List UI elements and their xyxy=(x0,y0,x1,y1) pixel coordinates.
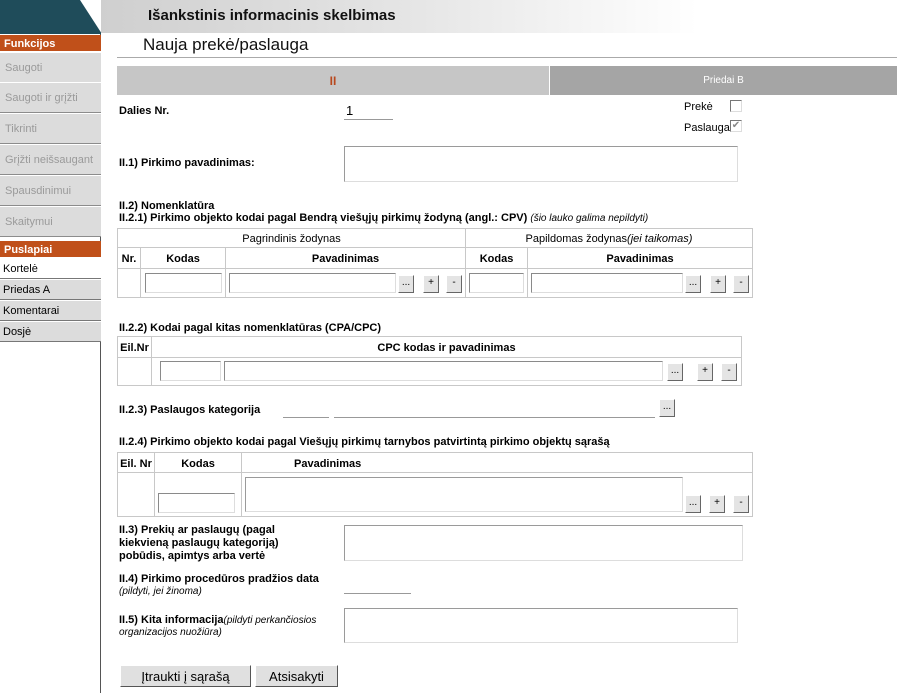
vpt-pavadinimas-input[interactable] xyxy=(245,477,683,512)
dalies-underline xyxy=(344,119,393,120)
function-read[interactable]: Skaitymui xyxy=(0,206,101,237)
cpc-add-button[interactable]: + xyxy=(697,363,713,381)
kita-informacija-input[interactable] xyxy=(344,608,738,643)
page-kortele[interactable]: Kortelė xyxy=(0,258,101,279)
page-priedas-a[interactable]: Priedas A xyxy=(0,279,101,300)
cpv-supp-kodas-input[interactable] xyxy=(469,273,524,293)
supp-dict-note: (jei taikomas) xyxy=(627,233,693,245)
cpv-supp-pavadinimas-input[interactable] xyxy=(531,273,683,293)
kategorija-browse-button[interactable]: ... xyxy=(659,399,675,417)
vpt-col-nr: Eil. Nr xyxy=(117,452,155,473)
pobudis-input[interactable] xyxy=(344,525,743,561)
sidebar xyxy=(0,0,101,693)
cpc-pavadinimas-input[interactable] xyxy=(224,361,663,381)
pradzios-data-note: (pildyti, jei žinoma) xyxy=(119,586,202,597)
pradzios-data-label: II.4) Pirkimo procedūros pradžios data xyxy=(119,573,319,585)
cpv-add-button[interactable]: + xyxy=(423,275,439,293)
cpv-supp-add-button[interactable]: + xyxy=(710,275,726,293)
cpv-kodas-input[interactable] xyxy=(145,273,222,293)
page-title: Nauja prekė/paslauga xyxy=(143,35,309,54)
vpt-remove-button[interactable]: - xyxy=(733,495,749,513)
vpt-browse-button[interactable]: ... xyxy=(685,495,701,513)
paslauga-checkbox[interactable] xyxy=(730,120,742,132)
tab-priedai-b[interactable]: Priedai B xyxy=(550,66,897,95)
function-return-nosave[interactable]: Grįžti neišsaugant xyxy=(0,144,101,175)
cancel-button[interactable]: Atsisakyti xyxy=(255,665,338,687)
cpa-cpc-label: II.2.2) Kodai pagal kitas nomenklatūras (CPA/CPC) xyxy=(119,322,382,334)
dalies-value[interactable]: 1 xyxy=(346,103,354,118)
vpt-add-button[interactable]: + xyxy=(709,495,725,513)
pobudis-label xyxy=(119,524,279,563)
cpv-label-text: II.2.1) Pirkimo objekto kodai pagal Bendrą viešųjų pirkimų žodyną (angl.: CPV) xyxy=(119,212,528,224)
preke-label: Prekė xyxy=(684,101,713,113)
pobudis-label-line3: pobūdis, apimtys arba vertė xyxy=(119,550,266,562)
pirkimo-pavadinimas-label: II.1) Pirkimo pavadinimas: xyxy=(119,157,255,169)
vpt-col-pavadinimas: Pavadinimas xyxy=(241,452,753,473)
cpv-supp-remove-button[interactable]: - xyxy=(733,275,749,293)
cpv-col-kodas: Kodas xyxy=(140,247,226,269)
vpt-codes-label: II.2.4) Pirkimo objekto kodai pagal Viešųjų pirkimų tarnybos patvirtintą pirkimo objektų sąrašą xyxy=(119,436,610,448)
kita-informacija-note1: (pildyti perkančiosios xyxy=(223,615,317,626)
cpv-col-nr: Nr. xyxy=(117,247,141,269)
cpc-col-nr: Eil.Nr xyxy=(117,336,152,358)
cpc-kodas-input[interactable] xyxy=(160,361,221,381)
cpc-remove-button[interactable]: - xyxy=(721,363,737,381)
cpv-note: (šio lauko galima nepildyti) xyxy=(530,213,649,224)
kategorija-name-field[interactable] xyxy=(334,417,655,418)
tab-ii[interactable]: II xyxy=(117,66,549,95)
supp-dict-text: Papildomas žodynas xyxy=(525,233,628,245)
vpt-kodas-input[interactable] xyxy=(158,493,235,513)
functions-header: Funkcijos xyxy=(0,35,101,52)
function-save[interactable]: Saugoti xyxy=(0,52,101,83)
paslaugos-kategorija-label: II.2.3) Paslaugos kategorija xyxy=(119,404,261,416)
kategorija-code-field[interactable] xyxy=(283,417,329,418)
cpc-row-nr xyxy=(117,357,152,386)
page-komentarai[interactable]: Komentarai xyxy=(0,300,101,321)
cpv-browse-button[interactable]: ... xyxy=(398,275,414,293)
header-title: Išankstinis informacinis skelbimas xyxy=(148,7,396,24)
include-in-list-button[interactable]: Įtraukti į sąrašą xyxy=(120,665,251,687)
cpc-col-name: CPC kodas ir pavadinimas xyxy=(151,336,742,358)
kita-informacija-label xyxy=(119,614,316,626)
cpv-main-dict-header: Pagrindinis žodynas xyxy=(117,228,466,248)
cpc-browse-button[interactable]: ... xyxy=(667,363,683,381)
nomenklatura-label: II.2) Nomenklatūra xyxy=(119,200,215,212)
cpv-row-nr xyxy=(117,268,141,298)
page-dosje[interactable]: Dosjė xyxy=(0,321,101,342)
cpv-label xyxy=(119,212,648,224)
vpt-row-nr xyxy=(117,472,155,517)
kita-informacija-note2: organizacijos nuožiūra) xyxy=(119,627,222,638)
cpv-col-pavadinimas: Pavadinimas xyxy=(225,247,466,269)
checkmark-icon: ✔ xyxy=(731,120,741,131)
cpv-supp-dict-header xyxy=(465,228,753,248)
dalies-label: Dalies Nr. xyxy=(119,105,170,117)
cpv-supp-browse-button[interactable]: ... xyxy=(685,275,701,293)
title-divider xyxy=(117,57,897,58)
paslauga-label: Paslauga xyxy=(684,122,730,134)
function-check[interactable]: Tikrinti xyxy=(0,113,101,144)
preke-checkbox[interactable] xyxy=(730,100,742,112)
function-save-return[interactable]: Saugoti ir grįžti xyxy=(0,82,101,113)
pobudis-label-line2: kiekvieną paslaugų kategoriją) xyxy=(119,537,279,549)
cpv-supp-col-pavadinimas: Pavadinimas xyxy=(527,247,753,269)
cpv-supp-col-kodas: Kodas xyxy=(465,247,528,269)
pradzios-data-input[interactable] xyxy=(344,593,411,594)
function-print[interactable]: Spausdinimui xyxy=(0,175,101,206)
cpv-pavadinimas-input[interactable] xyxy=(229,273,396,293)
pirkimo-pavadinimas-input[interactable] xyxy=(344,146,738,182)
kita-informacija-text: II.5) Kita informacija xyxy=(119,614,224,626)
pages-header: Puslapiai xyxy=(0,241,101,258)
vpt-col-kodas: Kodas xyxy=(154,452,242,473)
cpv-remove-button[interactable]: - xyxy=(446,275,462,293)
pobudis-label-line1: II.3) Prekių ar paslaugų (pagal xyxy=(119,524,275,536)
